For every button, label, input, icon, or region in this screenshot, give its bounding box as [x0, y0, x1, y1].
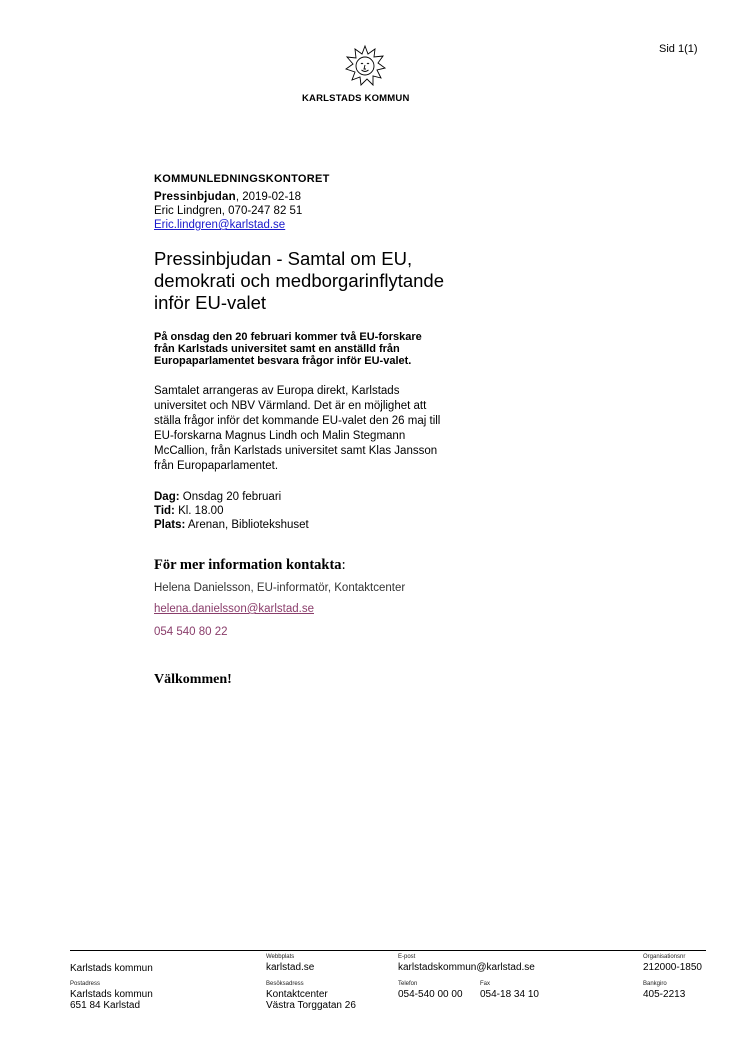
contact-email-link[interactable]: helena.danielsson@karlstad.se: [154, 603, 314, 615]
page-number: Sid 1(1): [659, 43, 698, 55]
body-line: från Europaparlamentet.: [154, 460, 279, 472]
headline-line: Pressinbjudan - Samtal om EU,: [154, 248, 413, 269]
footer-email-label: E-post: [398, 954, 416, 960]
place-value: Arenan, Bibliotekshuset: [185, 519, 309, 531]
footer-org-name: Karlstads kommun: [70, 963, 153, 974]
footer-phone-label: Telefon: [398, 981, 418, 987]
footer-postal-line: Karlstads kommun: [70, 989, 153, 1000]
time-label: Tid:: [154, 505, 175, 517]
event-place: [154, 519, 309, 532]
footer-orgnr-label: Organisationsnr: [643, 954, 686, 960]
headline-line: inför EU-valet: [154, 292, 267, 313]
event-time: [154, 505, 223, 518]
body-line: universitet och NBV Värmland. Det är en möjlighet att: [154, 400, 427, 412]
footer-bankgiro-label: Bankgiro: [643, 981, 667, 987]
footer-visit-label: Besöksadress: [266, 981, 304, 987]
body-line: ställa frågor inför det kommande EU-valet den 26 maj till: [154, 415, 441, 427]
headline-line: demokrati och medborgarinflytande: [154, 270, 444, 291]
contact-heading-colon: :: [341, 557, 346, 573]
contact-name: Helena Danielsson, EU-informatör, Kontaktcenter: [154, 582, 406, 594]
body-line: McCallion, från Karlstads universitet samt Klas Jansson: [154, 445, 438, 457]
footer-web-value[interactable]: karlstad.se: [266, 962, 315, 973]
footer-fax-value: 054-18 34 10: [480, 989, 539, 1000]
headline: [154, 248, 514, 314]
lead-line: från Karlstads universitet samt en anställd från: [154, 343, 400, 355]
footer-web-label: Webbplats: [266, 954, 295, 960]
contact-heading-text: För mer information kontakta: [154, 557, 342, 573]
footer-postal-line: 651 84 Karlstad: [70, 1000, 141, 1011]
footer-bankgiro-value: 405-2213: [643, 989, 686, 1000]
lead-line: På onsdag den 20 februari kommer två EU-forskare: [154, 331, 422, 343]
footer-visit-line: Västra Torggatan 26: [266, 1000, 356, 1011]
footer-visit-line: Kontaktcenter: [266, 989, 328, 1000]
doc-type-line: [154, 191, 301, 204]
sun-logo-icon: [343, 44, 387, 88]
closing-text: Välkommen!: [154, 672, 232, 687]
lead-paragraph: [154, 331, 484, 367]
author-line: Eric Lindgren, 070-247 82 51: [154, 205, 303, 217]
day-value: Onsdag 20 februari: [179, 491, 282, 503]
doc-date: , 2019-02-18: [235, 191, 302, 203]
author-email-link[interactable]: Eric.lindgren@karlstad.se: [154, 219, 286, 231]
footer-postal-label: Postadress: [70, 981, 101, 987]
body-line: EU-forskarna Magnus Lindh och Malin Stegmann: [154, 430, 406, 442]
department-heading: KOMMUNLEDNINGSKONTORET: [154, 173, 330, 185]
footer-orgnr-value: 212000-1850: [643, 962, 702, 973]
footer-phone-value: 054-540 00 00: [398, 989, 463, 1000]
logo-wordmark: KARLSTADS KOMMUN: [302, 93, 410, 104]
body-paragraph: [154, 384, 499, 474]
event-day: [154, 491, 281, 504]
body-line: Samtalet arrangeras av Europa direkt, Karlstads: [154, 385, 400, 397]
footer-fax-label: Fax: [480, 981, 491, 987]
place-label: Plats:: [154, 519, 186, 531]
contact-phone: 054 540 80 22: [154, 626, 228, 638]
footer-divider: [70, 950, 706, 951]
contact-heading: [154, 557, 346, 574]
lead-line: Europaparlamentet besvara frågor inför EU-valet.: [154, 355, 412, 367]
time-value: Kl. 18.00: [174, 505, 224, 517]
footer-email-value[interactable]: karlstadskommun@karlstad.se: [398, 962, 535, 973]
doc-type: Pressinbjudan: [154, 191, 236, 203]
day-label: Dag:: [154, 491, 180, 503]
